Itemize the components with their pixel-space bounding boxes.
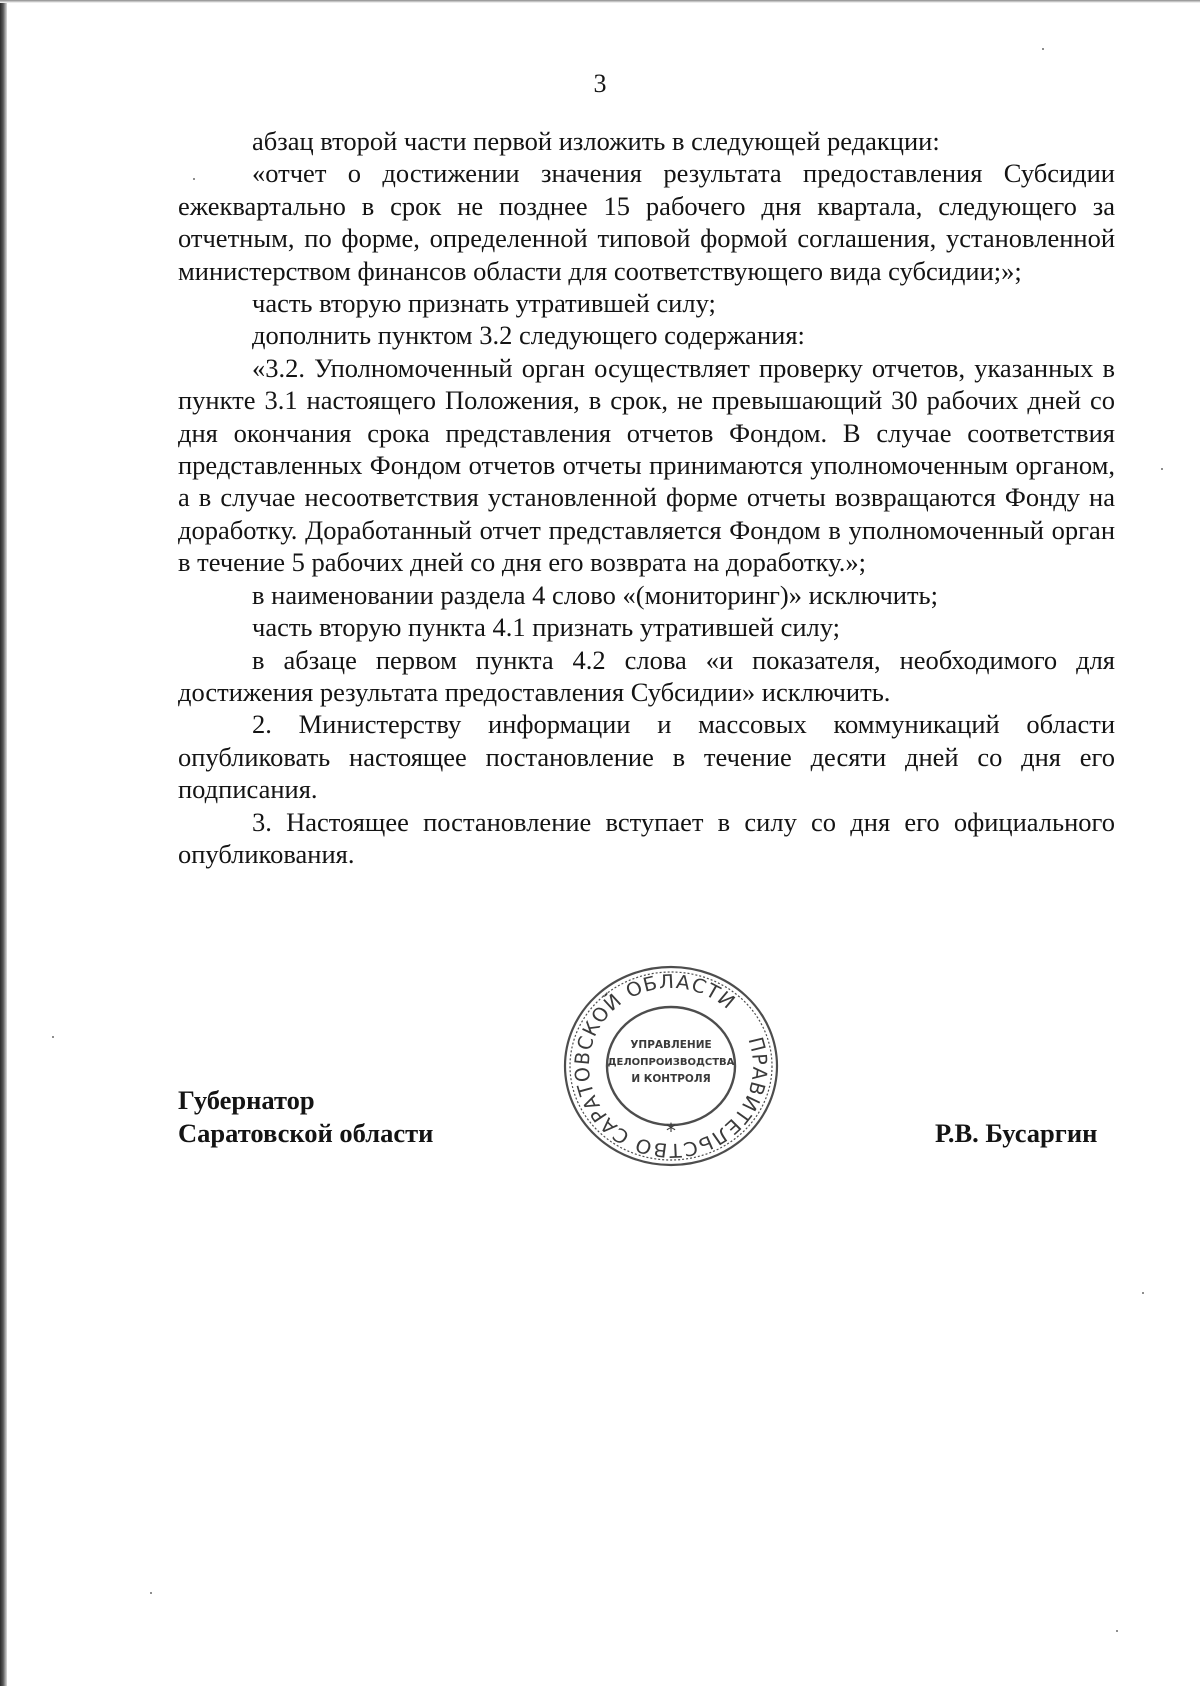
scan-left-edge	[0, 0, 7, 1686]
paragraph: в наименовании раздела 4 слово «(мониторинг)» исключить;	[252, 579, 938, 610]
paragraph: «3.2. Уполномоченный орган осуществляет проверку отчетов, указанных в пункте 3.1 настоящего Положения, в срок, не превышающий 30 рабочих дней со дня окончания срока представления отчетов Фондом. В случае соответствия представленных Фондом отчетов отчеты принимаются уполномоченным органом, а в случае несоответствия установленной форме отчеты возвращаются Фонду на доработку. Доработанный отчет представляется Фондом в уполномоченный орган в течение 5 рабочих дней со дня его возврата на доработку.»;	[178, 352, 1115, 578]
signatory-name: Р.В. Бусаргин	[935, 1118, 1098, 1148]
paragraph: часть вторую признать утратившей силу;	[252, 288, 716, 319]
paragraph: 2. Министерству информации и массовых коммуникаций области опубликовать настоящее постановление в течение десяти дней со дня его подписания.	[178, 709, 1115, 805]
signatory-position	[178, 1084, 433, 1150]
paragraph: дополнить пунктом 3.2 следующего содержания:	[252, 320, 805, 351]
scan-speck	[193, 178, 195, 180]
seal-dotted-ring	[570, 972, 772, 1160]
scan-speck	[52, 1036, 54, 1038]
paragraph: часть вторую пункта 4.1 признать утратившей силу;	[252, 612, 841, 643]
svg-text:ПРАВИТЕЛЬСТВО САРАТОВСКОЙ ОБЛА	[560, 962, 782, 1170]
scan-speck	[1142, 1292, 1144, 1294]
document-body	[178, 125, 1115, 870]
scan-top-edge	[0, 0, 1200, 3]
seal-inner-line: УПРАВЛЕНИЕ	[630, 1039, 712, 1051]
paragraph: 3. Настоящее постановление вступает в силу со дня его официального опубликования.	[178, 806, 1115, 869]
official-seal-stamp	[560, 962, 782, 1170]
seal-inner-line: И КОНТРОЛЯ	[631, 1073, 711, 1085]
signatory-position-line: Саратовской области	[178, 1118, 434, 1148]
page-number: 3	[593, 69, 607, 98]
paragraph: абзац второй части первой изложить в следующей редакции:	[252, 126, 940, 156]
seal-outer-text: ПРАВИТЕЛЬСТВО САРАТОВСКОЙ ОБЛАСТИ	[570, 970, 772, 1162]
signatory-position-line: Губернатор	[178, 1085, 315, 1115]
scan-speck	[1161, 468, 1163, 470]
seal-inner-ring	[607, 1007, 735, 1125]
paragraph: «отчет о достижении значения результата предоставления Субсидии ежеквартально в срок не позднее 15 рабочего дня квартала, следующего за отчетным, по форме, определенной типовой формой соглашения, установленной министерством финансов области для соответствующего вида субсидии;»;	[178, 158, 1115, 286]
seal-outer-ring	[565, 967, 777, 1165]
scan-speck	[1042, 48, 1044, 50]
seal-star: *	[666, 1119, 676, 1143]
paragraph: в абзаце первом пункта 4.2 слова «и показателя, необходимого для достижения результата предоставления Субсидии» исключить.	[178, 644, 1115, 707]
scan-speck	[1116, 1630, 1118, 1632]
scan-speck	[150, 1592, 152, 1594]
seal-inner-line: ДЕЛОПРОИЗВОДСТВА	[607, 1057, 735, 1068]
